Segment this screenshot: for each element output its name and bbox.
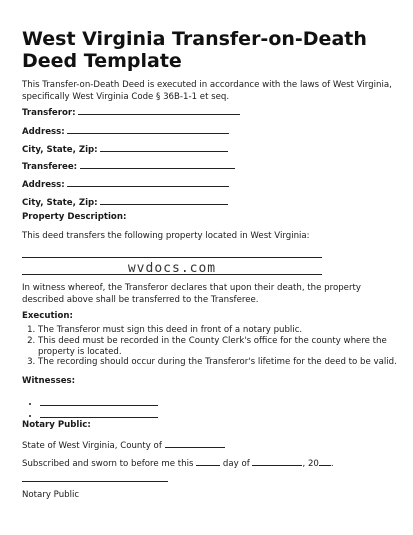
transferor-blank	[78, 105, 240, 115]
sworn-prefix: Subscribed and sworn to before me this	[22, 459, 194, 469]
notary-county-line	[22, 438, 225, 453]
notary-heading: Notary Public:	[22, 420, 91, 430]
witnesses-heading: Witnesses:	[22, 376, 76, 386]
witness-list	[22, 396, 158, 420]
address1-label: Address:	[22, 127, 65, 137]
csz2-label: City, State, Zip:	[22, 198, 98, 208]
address2-field	[22, 177, 229, 192]
csz1-blank	[100, 142, 228, 152]
sworn-month-blank	[252, 456, 302, 466]
transferee-label: Transferee:	[22, 162, 78, 172]
csz2-blank	[100, 195, 228, 205]
transferee-blank	[80, 159, 235, 169]
csz2-field	[22, 195, 228, 210]
sworn-year-blank	[319, 456, 331, 466]
execution-heading: Execution:	[22, 311, 73, 321]
witness-item	[40, 408, 158, 420]
witness-statement: In witness whereof, the Transferor declares that upon their death, the property described above shall be transferred to the Transferee.	[22, 283, 361, 305]
sworn-day-blank	[196, 456, 220, 466]
address1-field	[22, 124, 229, 139]
property-blank-line-2	[22, 274, 322, 275]
address2-blank	[67, 177, 229, 187]
notary-signature-line	[22, 481, 168, 482]
transferor-field	[22, 105, 240, 120]
property-text: This deed transfers the following property located in West Virginia:	[22, 231, 310, 241]
document-title: West Virginia Transfer-on-Death Deed Template	[22, 28, 367, 72]
notary-signature-label: Notary Public	[22, 490, 80, 500]
witness-blank	[40, 396, 158, 406]
csz1-field	[22, 142, 228, 157]
intro-paragraph: This Transfer-on-Death Deed is executed in accordance with the laws of West Virginia, specifically West Virginia Code § 36B-1-1 et seq.	[22, 80, 392, 102]
notary-sworn-line	[22, 456, 334, 471]
property-heading: Property Description:	[22, 212, 127, 222]
property-blank-line-1	[22, 257, 322, 258]
address2-label: Address:	[22, 180, 65, 190]
sworn-year-text: , 20	[302, 459, 319, 469]
execution-item: 3. The recording should occur during the Transferor's lifetime for the deed to be valid.	[38, 357, 400, 368]
address1-blank	[67, 124, 229, 134]
execution-item: 2. This deed must be recorded in the County Clerk's office for the county where the property is located.	[38, 336, 400, 358]
witness-item	[40, 396, 158, 408]
watermark-text: wvdocs.com	[127, 261, 217, 276]
execution-list	[22, 325, 400, 368]
transferor-label: Transferor:	[22, 108, 76, 118]
transferee-field	[22, 159, 235, 174]
witness-blank	[40, 408, 158, 418]
sworn-day-text: day of	[222, 459, 250, 469]
execution-item: 1. The Transferor must sign this deed in front of a notary public.	[38, 325, 400, 336]
county-prefix: State of West Virginia, County of	[22, 441, 162, 451]
county-blank	[165, 438, 225, 448]
csz1-label: City, State, Zip:	[22, 145, 98, 155]
sworn-end: .	[330, 459, 334, 469]
